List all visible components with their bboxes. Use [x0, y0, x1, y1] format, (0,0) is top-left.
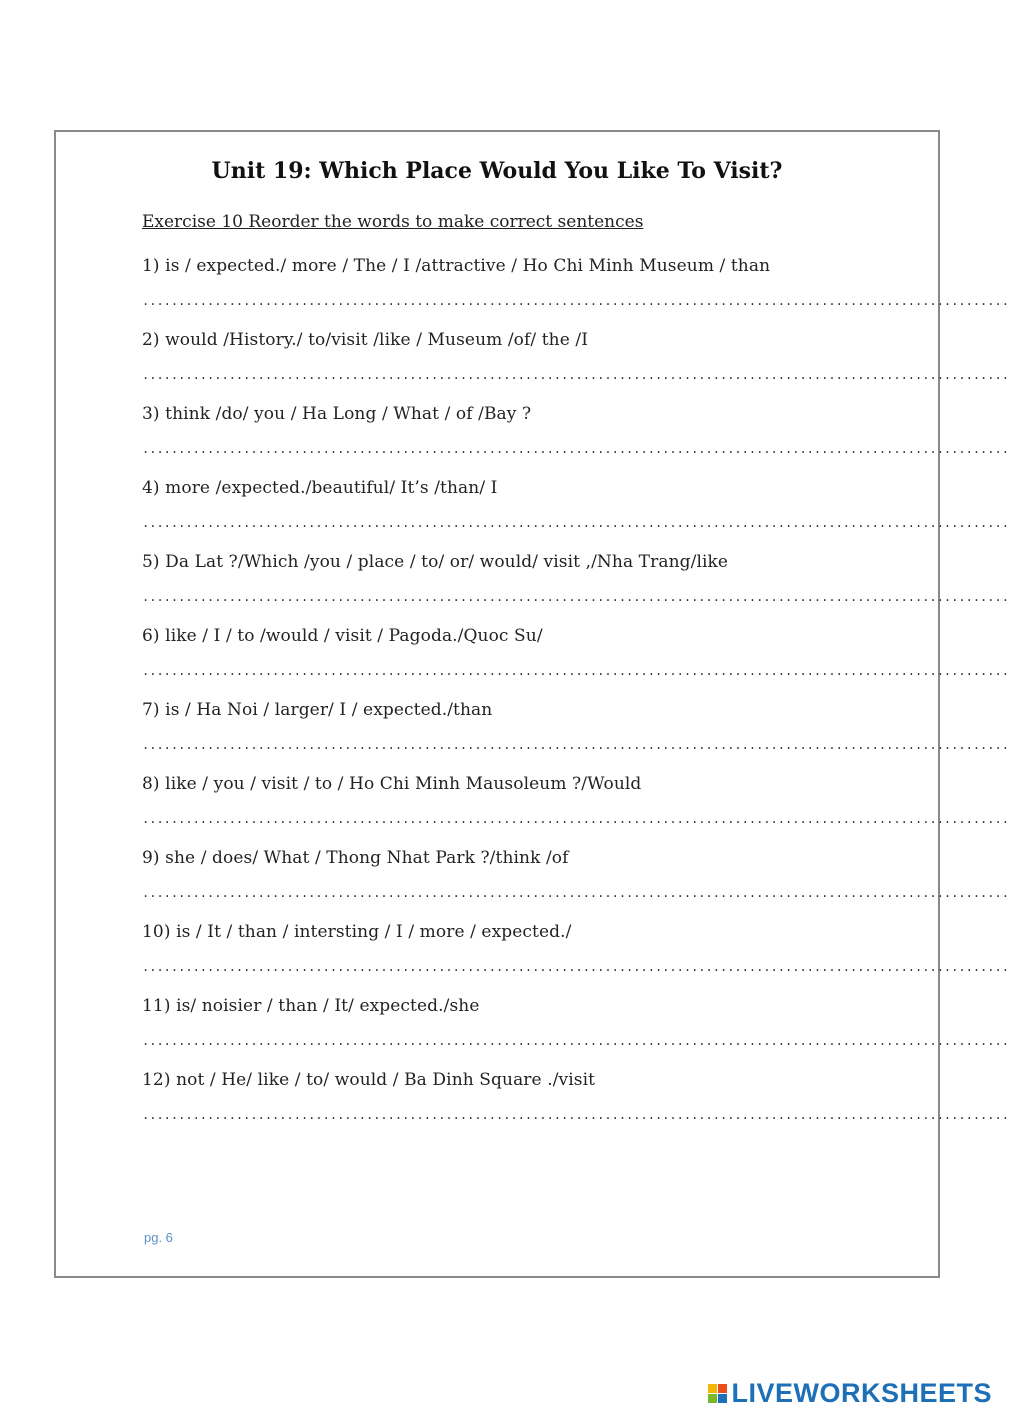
- answer-field-11[interactable]: ........................................................................................................................: [142, 1034, 1009, 1048]
- exercise-instruction: Exercise 10 Reorder the words to make correct sentences: [142, 212, 644, 232]
- answer-field-8[interactable]: ........................................................................................................................: [142, 812, 1009, 826]
- answer-field-4[interactable]: ........................................................................................................................: [142, 516, 1009, 530]
- exercise-item-6: [142, 626, 1009, 700]
- liveworksheets-mark-icon: [708, 1384, 727, 1403]
- logo-square-red: [718, 1384, 727, 1393]
- exercise-items: [142, 256, 1009, 1144]
- exercise-item-5: [142, 552, 1009, 626]
- exercise-item-4: [142, 478, 1009, 552]
- item-prompt: 10) is / It / than / intersting / I / more / expected./: [142, 922, 572, 942]
- exercise-item-2: [142, 330, 1009, 404]
- exercise-item-7: [142, 700, 1009, 774]
- exercise-item-8: [142, 774, 1009, 848]
- item-prompt: 4) more /expected./beautiful/ It’s /than/ I: [142, 478, 498, 498]
- item-prompt: 12) not / He/ like / to/ would / Ba Dinh Square ./visit: [142, 1070, 596, 1090]
- answer-field-1[interactable]: ........................................................................................................................: [142, 294, 1009, 308]
- item-prompt: 11) is/ noisier / than / It/ expected./she: [142, 996, 480, 1016]
- exercise-item-12: [142, 1070, 1009, 1144]
- item-prompt: 3) think /do/ you / Ha Long / What / of /Bay ?: [142, 404, 532, 424]
- item-prompt: 9) she / does/ What / Thong Nhat Park ?/think /of: [142, 848, 569, 868]
- answer-field-2[interactable]: ........................................................................................................................: [142, 368, 1009, 382]
- item-prompt: 8) like / you / visit / to / Ho Chi Minh Mausoleum ?/Would: [142, 774, 642, 794]
- item-prompt: 5) Da Lat ?/Which /you / place / to/ or/ would/ visit ,/Nha Trang/like: [142, 552, 729, 572]
- answer-field-9[interactable]: ........................................................................................................................: [142, 886, 1009, 900]
- exercise-item-1: [142, 256, 1009, 330]
- logo-square-green: [708, 1394, 717, 1403]
- exercise-item-10: [142, 922, 1009, 996]
- item-prompt: 2) would /History./ to/visit /like / Museum /of/ the /I: [142, 330, 589, 350]
- exercise-item-3: [142, 404, 1009, 478]
- liveworksheets-wordmark: LIVEWORKSHEETS: [731, 1377, 992, 1408]
- answer-field-10[interactable]: ........................................................................................................................: [142, 960, 1009, 974]
- item-prompt: 6) like / I / to /would / visit / Pagoda./Quoc Su/: [142, 626, 543, 646]
- exercise-item-9: [142, 848, 1009, 922]
- exercise-item-11: [142, 996, 1009, 1070]
- answer-field-5[interactable]: ........................................................................................................................: [142, 590, 1009, 604]
- item-prompt: 1) is / expected./ more / The / I /attractive / Ho Chi Minh Museum / than: [142, 256, 771, 276]
- answer-field-6[interactable]: ........................................................................................................................: [142, 664, 1009, 678]
- answer-field-7[interactable]: ........................................................................................................................: [142, 738, 1009, 752]
- logo-square-blue: [718, 1394, 727, 1403]
- answer-field-3[interactable]: ........................................................................................................................: [142, 442, 1009, 456]
- logo-square-yellow: [708, 1384, 717, 1393]
- answer-field-12[interactable]: ........................................................................................................................: [142, 1108, 1009, 1122]
- worksheet-title: Unit 19: Which Place Would You Like To Visit?: [211, 158, 783, 184]
- liveworksheets-logo[interactable]: [708, 1376, 992, 1410]
- item-prompt: 7) is / Ha Noi / larger/ I / expected./than: [142, 700, 493, 720]
- page-number: pg. 6: [144, 1230, 173, 1245]
- worksheet-page: [54, 130, 1009, 1278]
